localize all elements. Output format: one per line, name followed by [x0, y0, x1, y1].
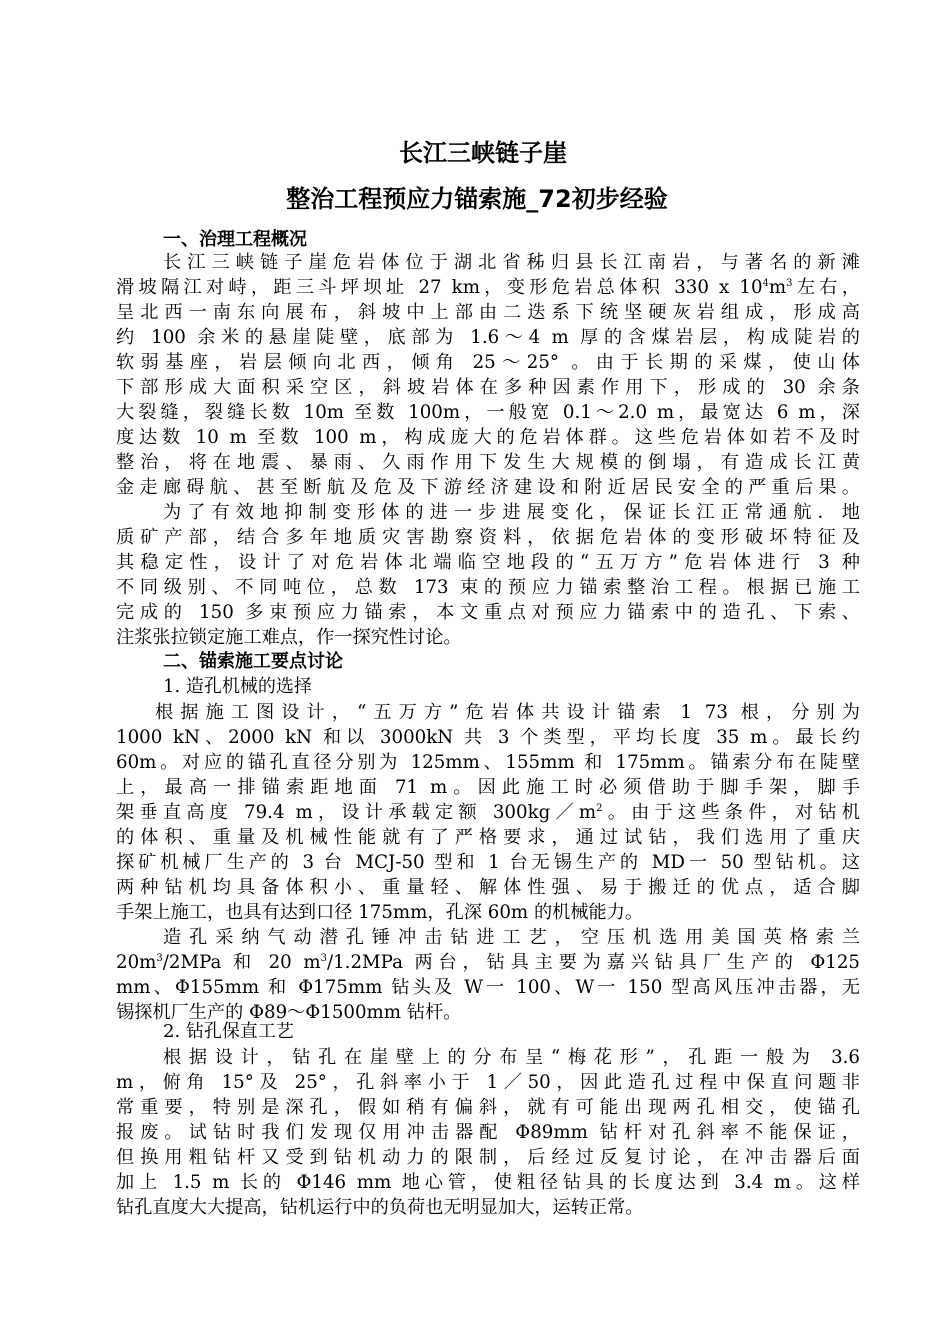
- paragraph-line: 架垂直高度 79.4 m，设计承载定额 $300kg/m^2$。由于这些条件，对钻机: [116, 802, 860, 823]
- paragraph-line: 为了有效地抑制变形体的进一步进展变化，保证长江正常通航．地: [163, 502, 860, 523]
- paragraph-line: 根据设计，钻孔在崖壁上的分布呈“梅花形”，孔距一般为 3.6: [163, 1047, 860, 1068]
- section-heading-anchor-construction: 二、锚索施工要点讨论: [163, 651, 343, 672]
- paragraph-line: 滑坡隔江对峙，距三斗坪坝址 27 km，变形危岩总体积 330 x $10^4m^3$左右，: [116, 277, 860, 298]
- paragraph-line: 60m。对应的锚孔直径分别为 125mm、155mm 和 175mm。锚索分布在陡壁: [116, 752, 860, 773]
- paragraph-line: 但换用粗钻杆又受到钻机动力的限制，后经过反复讨论，在冲击器后面: [116, 1147, 860, 1168]
- document-title: 长江三峡链子崖: [399, 139, 567, 167]
- paragraph-line: $20m^3/2MPa$ 和 20 $m^3/1.2MPa$ 两台，钻具主要为嘉兴钻具厂生产的 Φ125: [116, 952, 860, 973]
- paragraph-line: 大裂缝，裂缝长数 10m 至数 100m，一般宽 0.1～2.0 m，最宽达 6 m，深: [116, 402, 860, 423]
- paragraph-line: 长江三峡链子崖危岩体位于湖北省秭归县长江南岩，与著名的新滩: [163, 252, 860, 273]
- paragraph-line: 的体积、重量及机械性能就有了严格要求，通过试钻，我们选用了重庆: [116, 827, 860, 848]
- paragraph-line: 根据施工图设计，“五万方”危岩体共设计锚索 1 73 根，分别为: [155, 702, 860, 723]
- paragraph-line: 锡探机厂生产的 Φ89～Φ1500mm 钻杆。: [116, 1002, 462, 1023]
- document-subtitle: 整治工程预应力锚索施_72初步经验: [286, 185, 668, 213]
- paragraph-line: 上，最高一排锚索距地面 71 m。因此施工时必须借助于脚手架，脚手: [116, 777, 860, 798]
- section-heading-overview: 一、治理工程概况: [163, 229, 307, 250]
- paragraph-line: 探矿机械厂生产的 3 台 MCJ-50 型和 1 台无锡生产的 MD一 50 型钻机。这: [116, 852, 860, 873]
- paragraph-line: 呈北西一南东向展布，斜坡中上部由二迭系下统坚硬灰岩组成，形成高: [116, 302, 860, 323]
- paragraph-line: 常重要，特别是深孔，假如稍有偏斜，就有可能出现两孔相交，使锚孔: [116, 1097, 860, 1118]
- subsection-heading-borehole-straightness: 2. 钻孔保直工艺: [163, 1021, 294, 1042]
- paragraph-line: 软弱基座，岩层倾向北西，倾角 25～25° 。由于长期的采煤，使山体: [116, 352, 860, 373]
- paragraph-line: 完成的 150 多束预应力锚索，本文重点对预应力锚索中的造孔、下索、: [116, 602, 860, 623]
- paragraph-line: 注浆张拉锁定施工难点，作一探究性讨论。: [116, 627, 462, 648]
- paragraph-line: 整治，将在地震、暴雨、久雨作用下发生大规模的倒塌，有造成长江黄: [116, 452, 860, 473]
- paragraph-line: 约 100 余米的悬崖陡壁，底部为 1.6～4 m 厚的含煤岩层，构成陡岩的: [116, 327, 860, 348]
- paragraph-line: 金走廊碍航、甚至断航及危及下游经济建设和附近居民安全的严重后果。: [116, 477, 860, 498]
- paragraph-line: 质矿产部，结合多年地质灾害勘察资料，依据危岩体的变形破坏特征及: [116, 527, 860, 548]
- paragraph-line: 度达数 10 m 至数 100 m，构成庞大的危岩体群。这些危岩体如若不及时: [116, 427, 860, 448]
- paragraph-line: 其稳定性，设计了对危岩体北端临空地段的“五万方”危岩体进行 3 种: [116, 552, 860, 573]
- paragraph-line: 两种钻机均具备体积小、重量轻、解体性强、易于搬迁的优点，适合脚: [116, 877, 860, 898]
- paragraph-line: 下部形成大面积采空区，斜坡岩体在多种因素作用下，形成的 30 余条: [116, 377, 860, 398]
- paragraph-line: mm、Φ155mm 和 Φ175mm 钻头及 W一 100、W一 150 型高风压冲击器，无: [116, 977, 860, 998]
- paragraph-line: 钻孔直度大大提高，钻机运行中的负荷也无明显加大，运转正常。: [116, 1197, 644, 1218]
- paragraph-line: 1000 kN、2000 kN 和以 3000kN 共 3 个类型，平均长度 35 m。最长约: [116, 727, 860, 748]
- paragraph-line: 造孔采纳气动潜孔锤冲击钻进工艺，空压机选用美国英格索兰: [163, 927, 860, 948]
- paragraph-line: m，俯角 15°及 25°，孔斜率小于 1／50，因此造孔过程中保直问题非: [116, 1072, 860, 1093]
- subsection-heading-drilling-machinery: 1. 造孔机械的选择: [163, 676, 312, 697]
- paragraph-line: 手架上施工，也具有达到口径 175mm，孔深 60m 的机械能力。: [116, 902, 644, 923]
- paragraph-line: 加上 1.5 m 长的 Φ146 mm 地心管，使粗径钻具的长度达到 3.4 m。这样: [116, 1172, 860, 1193]
- paragraph-line: 不同级别、不同吨位，总数 173 束的预应力锚索整治工程。根据已施工: [116, 577, 860, 598]
- paragraph-line: 报废。试钻时我们发现仅用冲击器配 Φ89mm 钻杆对孔斜率不能保证，: [116, 1122, 860, 1143]
